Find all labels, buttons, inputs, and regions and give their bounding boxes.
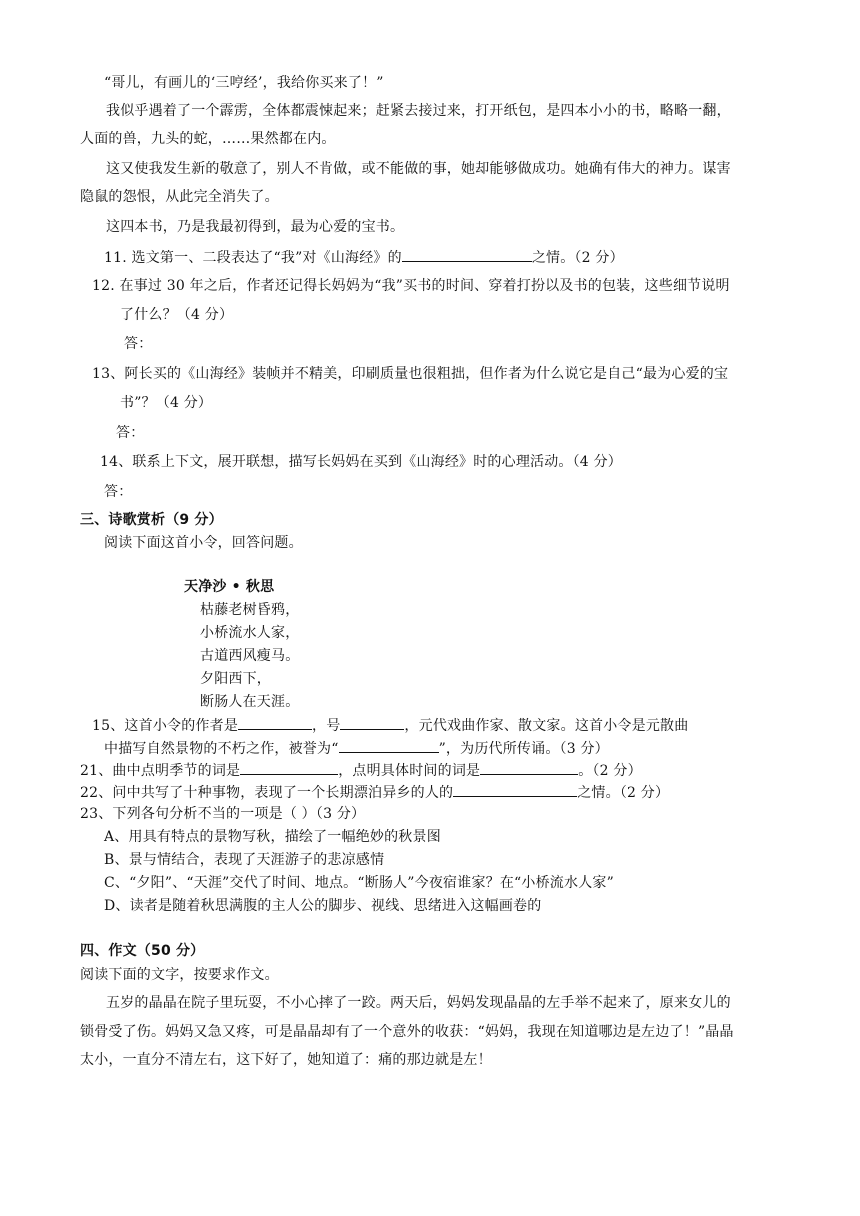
essay-prompt-line-2: 锁骨受了伤。妈妈又急又疼，可是晶晶却有了一个意外的收获：“妈妈，我现在知道哪边是左边了！”晶晶: [80, 1024, 734, 1040]
section-4-heading: 四、作文（50 分）: [80, 943, 205, 959]
poem-line-4: 夕阳西下，: [200, 671, 271, 687]
question-12-answer-label: 答：: [124, 336, 153, 352]
question-14: 14、联系上下文，展开联想，描写长妈妈在买到《山海经》时的心理活动。（4 分）: [100, 454, 622, 470]
poem-line-3: 古道西风瘦马。: [200, 648, 300, 664]
question-11-text: 11. 选文第一、二段表达了“我”对《山海经》的: [104, 250, 402, 266]
question-15-text-e: ”，为历代所传诵。（3 分）: [438, 741, 609, 757]
question-11-points: 之情。（2 分）: [531, 250, 624, 266]
question-15-text-c: ，元代戏曲作家、散文家。这首小令是元散曲: [404, 718, 689, 734]
question-21-blank-time[interactable]: [480, 759, 578, 775]
poem-title: 天净沙 • 秋思: [184, 579, 275, 595]
question-22: [80, 781, 669, 803]
question-15-blank-author[interactable]: [238, 714, 312, 730]
question-15-text-d: 中描写自然景物的不朽之作，被誉为“: [104, 741, 339, 757]
question-23-option-c[interactable]: C、“夕阳”、“天涯”交代了时间、地点。“断肠人”今夜宿谁家？在“小桥流水人家”: [104, 875, 614, 891]
question-23-option-a[interactable]: A、用具有特点的景物写秋，描绘了一幅绝妙的秋景图: [104, 829, 441, 845]
question-15-text-a: 15、这首小令的作者是: [92, 718, 239, 734]
question-13-line-2: 书”？（4 分）: [120, 395, 213, 411]
question-22-text-a: 22、问中共写了十种事物，表现了一个长期漂泊异乡的人的: [80, 785, 454, 801]
poem-line-2: 小桥流水人家，: [200, 625, 300, 641]
poem-line-5: 断肠人在天涯。: [200, 694, 300, 710]
question-15-blank-title[interactable]: [339, 737, 439, 753]
question-21: [80, 759, 642, 781]
question-23-option-d[interactable]: D、读者是随着秋思满腹的主人公的脚步、视线、思绪进入这幅画卷的: [104, 898, 542, 914]
question-21-text-b: ，点明具体时间的词是: [338, 763, 481, 779]
question-11: [104, 246, 624, 268]
question-21-text-c: 。（2 分）: [578, 763, 642, 779]
question-22-text-b: 之情。（2 分）: [577, 785, 670, 801]
question-21-text-a: 21、曲中点明季节的词是: [80, 763, 241, 779]
section-4-intro: 阅读下面的文字，按要求作文。: [80, 967, 279, 983]
passage-paragraph-2-line-2: 人面的兽，九头的蛇，……果然都在内。: [80, 131, 336, 147]
essay-prompt-line-3: 太小，一直分不清左右，这下好了，她知道了：痛的那边就是左！: [80, 1052, 492, 1068]
question-15-blank-alias[interactable]: [340, 714, 404, 730]
question-15-line-2: [104, 737, 609, 759]
question-13-line-1: 13、阿长买的《山海经》装帧并不精美，印刷质量也很粗拙，但作者为什么说它是自己“最为心爱的宝: [92, 366, 729, 382]
question-22-blank[interactable]: [453, 781, 577, 797]
passage-paragraph-1: “哥儿，有画儿的‘三哼经’，我给你买来了！”: [104, 75, 384, 91]
section-3-intro: 阅读下面这首小令，回答问题。: [104, 535, 303, 551]
question-12-line-1: 12. 在事过 30 年之后，作者还记得长妈妈为“我”买书的时间、穿着打扮以及书的包装，这些细节说明: [92, 278, 730, 294]
section-3-heading: 三、诗歌赏析（9 分）: [80, 512, 223, 528]
question-23: 23、下列各句分析不当的一项是（ ）（3 分）: [80, 806, 366, 822]
passage-paragraph-3-line-1: 这又使我发生新的敬意了，别人不肯做，或不能做的事，她却能够做成功。她确有伟大的神力。谋害: [106, 161, 731, 177]
question-11-blank[interactable]: [402, 246, 532, 262]
question-12-line-2: 了什么？（4 分）: [120, 307, 234, 323]
passage-paragraph-4: 这四本书，乃是我最初得到，最为心爱的宝书。: [106, 219, 405, 235]
question-14-answer-label: 答：: [104, 484, 133, 500]
essay-prompt-line-1: 五岁的晶晶在院子里玩耍，不小心摔了一跤。两天后，妈妈发现晶晶的左手举不起来了，原来女儿的: [106, 995, 731, 1011]
passage-paragraph-2-line-1: 我似乎遇着了一个霹雳，全体都震悚起来；赶紧去接过来，打开纸包，是四本小小的书，略略一翻，: [106, 103, 731, 119]
question-15-line-1: [92, 714, 688, 736]
question-23-option-b[interactable]: B、景与情结合，表现了天涯游子的悲凉感情: [104, 852, 385, 868]
poem-line-1: 枯藤老树昏鸦，: [200, 602, 300, 618]
question-21-blank-season[interactable]: [240, 759, 338, 775]
question-13-answer-label: 答：: [116, 425, 145, 441]
question-15-text-b: ，号: [312, 718, 341, 734]
passage-paragraph-3-line-2: 隐鼠的怨恨，从此完全消失了。: [80, 189, 279, 205]
